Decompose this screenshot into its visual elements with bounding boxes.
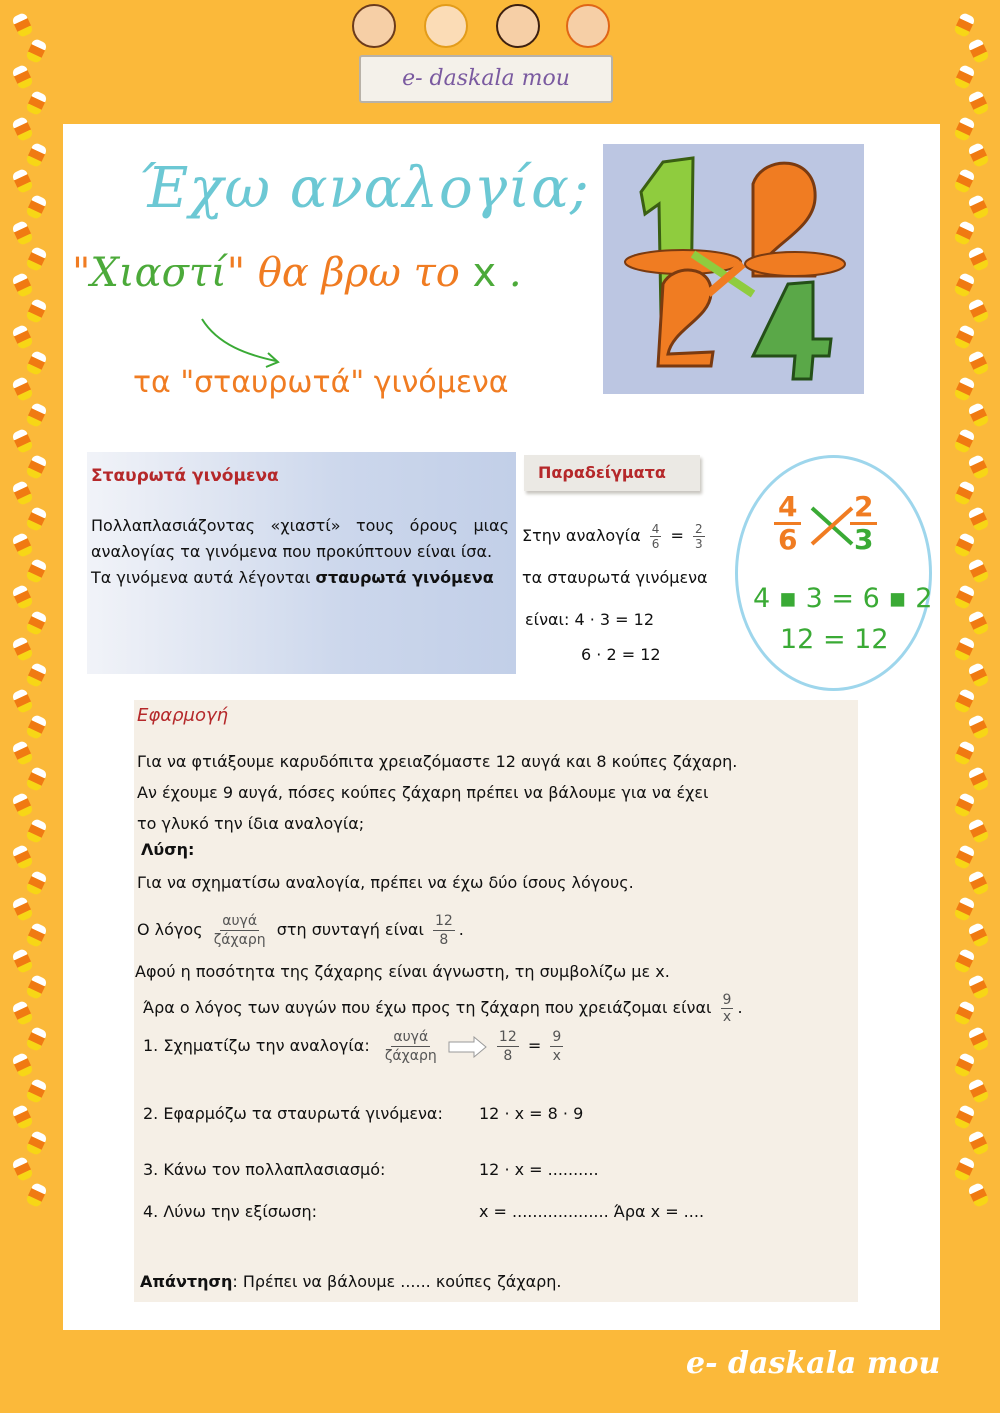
candy-corn-icon bbox=[967, 350, 990, 376]
candy-corn-icon bbox=[11, 584, 34, 610]
logo-text: e- daskala mou bbox=[402, 66, 570, 91]
candy-corn-icon bbox=[953, 636, 976, 662]
candy-corn-icon bbox=[25, 454, 48, 480]
solution-label: Λύση: bbox=[141, 840, 195, 859]
candy-corn-icon bbox=[953, 12, 976, 38]
candy-corn-icon bbox=[25, 766, 48, 792]
candy-corn-icon bbox=[25, 298, 48, 324]
example-line-2: τα σταυρωτά γινόμενα bbox=[522, 568, 708, 587]
kid-avatar-3 bbox=[496, 4, 540, 48]
solution-line-2: Ο λόγος $\frac{\text{αυγά}}{\text{ζάχαρη}}$ στη συνταγή είναι $\frac{12}{8}$ . bbox=[137, 913, 464, 948]
candy-corn-icon bbox=[967, 1182, 990, 1208]
examples-tab: Παραδείγματα bbox=[524, 455, 700, 491]
candy-corn-icon bbox=[967, 1130, 990, 1156]
candy-corn-icon bbox=[25, 38, 48, 64]
candy-corn-icon bbox=[25, 610, 48, 636]
footer-logo-text: e- daskala mou bbox=[686, 1346, 941, 1381]
candy-corn-icon bbox=[25, 1026, 48, 1052]
solution-line-3: Αφού η ποσότητα της ζάχαρης είναι άγνωστη, τη συμβολίζω με x. bbox=[135, 962, 670, 981]
definition-text: Πολλαπλασιάζοντας «χιαστί» τους όρους μιας αναλογίας τα γινόμενα που προκύπτουν είναι ίσα. Τα γινόμενα αυτά λέγονται σταυρωτά γινόμενα bbox=[91, 516, 509, 587]
candy-corn-icon bbox=[25, 662, 48, 688]
example-line-4: 6 · 2 = 12 bbox=[581, 645, 661, 664]
candy-corn-icon bbox=[25, 818, 48, 844]
candy-corn-icon bbox=[11, 1104, 34, 1130]
candy-corn-icon bbox=[967, 38, 990, 64]
problem-line-1: Για να φτιάξουμε καρυδόπιτα χρειαζόμαστε 12 αυγά και 8 κούπες ζάχαρη. bbox=[137, 752, 738, 771]
candy-corn-icon bbox=[953, 1104, 976, 1130]
candy-corn-icon bbox=[953, 688, 976, 714]
candy-corn-icon bbox=[967, 1026, 990, 1052]
candy-corn-icon bbox=[11, 532, 34, 558]
candy-corn-icon bbox=[967, 766, 990, 792]
candy-corn-icon bbox=[11, 792, 34, 818]
circle-fraction-1: $\frac{4}{6}$ bbox=[774, 492, 801, 555]
step-4: 4. Λύνω την εξίσωση: bbox=[143, 1202, 317, 1221]
candy-corn-icon bbox=[953, 64, 976, 90]
answer-line: Απάντηση: Πρέπει να βάλουμε ...... κούπες ζάχαρη. bbox=[140, 1272, 562, 1291]
candy-corn-icon bbox=[953, 532, 976, 558]
candy-corn-icon bbox=[967, 922, 990, 948]
candy-corn-icon bbox=[11, 636, 34, 662]
word-chiasti: Χιαστί bbox=[90, 250, 227, 296]
candy-corn-icon bbox=[25, 974, 48, 1000]
candy-corn-icon bbox=[967, 194, 990, 220]
candy-corn-icon bbox=[953, 376, 976, 402]
candy-corn-icon bbox=[25, 922, 48, 948]
candy-corn-icon bbox=[953, 272, 976, 298]
candy-corn-icon bbox=[953, 844, 976, 870]
candy-corn-icon bbox=[953, 116, 976, 142]
candy-corn-icon bbox=[953, 1000, 976, 1026]
circle-equation-1: 4 ▪ 3 = 6 ▪ 2 bbox=[753, 583, 933, 614]
definition-title: Σταυρωτά γινόμενα bbox=[91, 466, 279, 486]
candy-corn-icon bbox=[25, 1078, 48, 1104]
example-line-3: είναι: 4 · 3 = 12 bbox=[525, 610, 654, 629]
circle-fraction-2: $\frac{2}{3}$ bbox=[850, 492, 877, 555]
step-1: 1. Σχηματίζω την αναλογία: $\frac{\text{αυγά}}{\text{ζάχαρη}}$ $\frac{12}{8}$ = $\frac{9}{x}$ bbox=[143, 1029, 562, 1064]
candy-corn-icon bbox=[953, 480, 976, 506]
candy-corn-icon bbox=[25, 558, 48, 584]
solution-line-1: Για να σχηματίσω αναλογία, πρέπει να έχω δύο ίσους λόγους. bbox=[137, 873, 634, 892]
example-line-1: Στην αναλογία $\frac{4}{6}$ = $\frac{2}{3}$ bbox=[522, 522, 703, 551]
candy-corn-icon bbox=[967, 298, 990, 324]
problem-line-2: Αν έχουμε 9 αυγά, πόσες κούπες ζάχαρη πρέπει να βάλουμε για να έχει bbox=[137, 783, 709, 802]
problem-line-3: το γλυκό την ίδια αναλογία; bbox=[137, 814, 365, 833]
candy-corn-icon bbox=[953, 584, 976, 610]
candy-corn-icon bbox=[25, 194, 48, 220]
candy-corn-icon bbox=[25, 870, 48, 896]
candy-corn-icon bbox=[967, 974, 990, 1000]
step-2: 2. Εφαρμόζω τα σταυρωτά γινόμενα: bbox=[143, 1104, 443, 1123]
candy-corn-icon bbox=[11, 896, 34, 922]
title-cross: "Χιαστί" θα βρω το x . bbox=[72, 250, 522, 296]
candy-corn-icon bbox=[967, 818, 990, 844]
candy-corn-icon bbox=[11, 12, 34, 38]
candy-corn-icon bbox=[11, 844, 34, 870]
candy-corn-icon bbox=[25, 714, 48, 740]
candy-corn-icon bbox=[11, 428, 34, 454]
candy-corn-icon bbox=[11, 1052, 34, 1078]
candy-corn-icon bbox=[25, 402, 48, 428]
candy-corn-icon bbox=[25, 246, 48, 272]
candy-corn-icon bbox=[25, 506, 48, 532]
candy-corn-icon bbox=[11, 220, 34, 246]
step-3-value: 12 · x = .......... bbox=[479, 1160, 599, 1179]
candy-corn-icon bbox=[967, 142, 990, 168]
kid-avatar-1 bbox=[352, 4, 396, 48]
candy-corn-icon bbox=[967, 1078, 990, 1104]
title-main: Έχω αναλογία; bbox=[138, 156, 590, 221]
candy-corn-icon bbox=[967, 610, 990, 636]
arrow-right-icon bbox=[448, 1036, 488, 1058]
candy-border-right bbox=[942, 0, 1000, 1413]
candy-corn-icon bbox=[11, 688, 34, 714]
candy-corn-icon bbox=[11, 324, 34, 350]
candy-corn-icon bbox=[967, 402, 990, 428]
candy-corn-icon bbox=[967, 90, 990, 116]
candy-border-left bbox=[0, 0, 58, 1413]
candy-corn-icon bbox=[11, 64, 34, 90]
candy-corn-icon bbox=[11, 1156, 34, 1182]
candy-corn-icon bbox=[953, 168, 976, 194]
logo-sign bbox=[359, 55, 613, 103]
candy-corn-icon bbox=[967, 662, 990, 688]
step-4-value: x = ................... Άρα x = .... bbox=[479, 1202, 705, 1221]
candy-corn-icon bbox=[11, 168, 34, 194]
candy-corn-icon bbox=[953, 792, 976, 818]
candy-corn-icon bbox=[25, 1182, 48, 1208]
step-2-value: 12 · x = 8 · 9 bbox=[479, 1104, 584, 1123]
candy-corn-icon bbox=[25, 142, 48, 168]
cross-circle bbox=[735, 455, 932, 691]
circle-equation-2: 12 = 12 bbox=[780, 624, 889, 655]
candy-corn-icon bbox=[967, 714, 990, 740]
kid-avatar-2 bbox=[424, 4, 468, 48]
solution-line-4: Άρα ο λόγος των αυγών που έχω προς τη ζάχαρη που χρειάζομαι είναι $\frac{9}{x}$ . bbox=[143, 992, 743, 1025]
step-3: 3. Κάνω τον πολλαπλασιασμό: bbox=[143, 1160, 386, 1179]
candy-corn-icon bbox=[953, 948, 976, 974]
candy-corn-icon bbox=[11, 740, 34, 766]
candy-corn-icon bbox=[953, 324, 976, 350]
candy-corn-icon bbox=[11, 376, 34, 402]
candy-corn-icon bbox=[967, 870, 990, 896]
candy-corn-icon bbox=[25, 90, 48, 116]
candy-corn-icon bbox=[11, 948, 34, 974]
candy-corn-icon bbox=[953, 740, 976, 766]
application-title: Εφαρμογή bbox=[137, 705, 229, 726]
numbers-cartoon-image bbox=[603, 144, 864, 394]
candy-corn-icon bbox=[953, 896, 976, 922]
candy-corn-icon bbox=[25, 1130, 48, 1156]
candy-corn-icon bbox=[967, 246, 990, 272]
title-cross-products: τα "σταυρωτά" γινόμενα bbox=[133, 365, 509, 400]
candy-corn-icon bbox=[967, 506, 990, 532]
candy-corn-icon bbox=[953, 428, 976, 454]
candy-corn-icon bbox=[953, 1156, 976, 1182]
candy-corn-icon bbox=[11, 480, 34, 506]
candy-corn-icon bbox=[25, 350, 48, 376]
candy-corn-icon bbox=[11, 1000, 34, 1026]
candy-corn-icon bbox=[953, 1052, 976, 1078]
candy-corn-icon bbox=[967, 558, 990, 584]
cross-x-icon bbox=[808, 504, 856, 548]
candy-corn-icon bbox=[953, 220, 976, 246]
candy-corn-icon bbox=[11, 272, 34, 298]
candy-corn-icon bbox=[11, 116, 34, 142]
kid-avatar-4 bbox=[566, 4, 610, 48]
candy-corn-icon bbox=[967, 454, 990, 480]
